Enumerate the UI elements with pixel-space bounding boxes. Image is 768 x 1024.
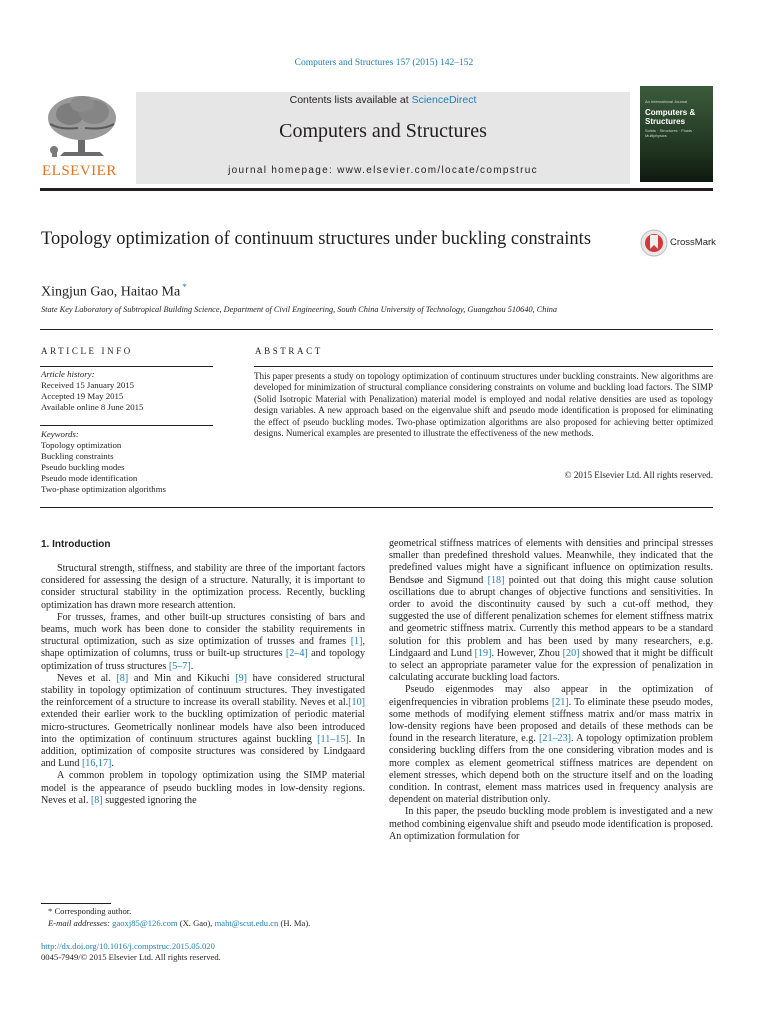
text-run: Pseudo eigenmodes may also appear in the optimization of eigenfrequencies in vibration problems bbox=[389, 684, 713, 708]
reference-link[interactable]: [19] bbox=[474, 647, 492, 659]
text-run: . A topology optimization problem considering buckling differs from the one considering vibration modes and is more complex as element geometrical stiffness matrices are dependent on element stresses, which depend both on the structure itself and on the loading condition. In contrast, element mass matrices used in frequency analysis are dependent on material distribution only. bbox=[389, 733, 714, 806]
email-owner: (X. Gao), bbox=[177, 918, 215, 928]
reference-link[interactable]: [5–7] bbox=[168, 660, 191, 672]
text-run: extended their earlier work to the buckling optimization of periodic material micro-structures. Geometrically nonlinear models have also been introduced into the optimization of continuum structures against buckling bbox=[41, 709, 365, 745]
history-received: Received 15 January 2015 bbox=[41, 380, 135, 390]
paragraph bbox=[41, 612, 365, 673]
abstract-text: This paper presents a study on topology optimization of continuum structures under buckling constraints. New algorithms are developed for minimization of structural compliance considering constraints on volume and buckling load factors. The SIMP (Solid Isotropic Material with Penalization) material model is employed and nodal relative densities are used as topology design variables. A new approach based on the eigenvalue shift and pseudo mode identification is proposed for eliminating the effect of pseudo buckling modes. Two-phase optimization algorithms are also proposed for achieving better optimized designs. Numerical examples are presented to illustrate the effectiveness of the new methods. bbox=[254, 371, 713, 439]
keywords-label: Keywords: bbox=[41, 429, 79, 439]
reference-link[interactable]: [11–15] bbox=[317, 733, 349, 745]
paragraph bbox=[389, 684, 713, 806]
abstract-heading: ABSTRACT bbox=[255, 346, 323, 356]
reference-link[interactable]: [18] bbox=[487, 574, 505, 586]
publisher-wordmark: ELSEVIER bbox=[42, 163, 117, 179]
journal-banner bbox=[136, 92, 630, 184]
reference-link[interactable]: [2–4] bbox=[285, 648, 308, 660]
reference-link[interactable]: [20] bbox=[562, 647, 580, 659]
corresponding-author-note bbox=[48, 906, 131, 917]
history-accepted: Accepted 19 May 2015 bbox=[41, 391, 124, 401]
text-run: showed that it might be difficult to select an appropriate parameter value for the expression of penalization in calculating accurate buckling load factors. bbox=[389, 647, 713, 684]
reference-link[interactable]: [16,17] bbox=[81, 758, 112, 770]
keyword-item: Two-phase optimization algorithms bbox=[41, 484, 166, 494]
article-info-heading: ARTICLE INFO bbox=[41, 346, 133, 356]
paragraph: Structural strength, stiffness, and stability are three of the important factors considered for assessing the design of a structure. Naturally, it is important to consider structural stability in the optimization process. Recently, buckling optimization has drawn more research attention. bbox=[41, 563, 365, 611]
email-link[interactable]: maht@scut.edu.cn bbox=[214, 918, 279, 928]
sciencedirect-link[interactable]: ScienceDirect bbox=[411, 94, 477, 106]
keyword-item: Topology optimization bbox=[41, 440, 122, 450]
doi-link[interactable] bbox=[41, 941, 215, 952]
corresponding-author-marker[interactable]: * bbox=[182, 282, 187, 292]
keywords-rule bbox=[40, 425, 213, 426]
cover-small-text: An International Journal bbox=[645, 99, 688, 104]
email-link[interactable]: gaoxj85@126.com bbox=[112, 918, 178, 928]
footnote-text: Corresponding author. bbox=[54, 906, 132, 916]
footnote-marker: * bbox=[48, 906, 53, 916]
reference-link[interactable]: [9] bbox=[235, 672, 247, 684]
paragraph bbox=[41, 673, 365, 771]
abstract-copyright: © 2015 Elsevier Ltd. All rights reserved. bbox=[564, 470, 713, 480]
text-run: geometrical stiffness matrices of elements with densities and principal stresses smaller than predefined threshold values. Meanwhile, they indicated that the predefined values might have a significant influence on optimization results. Bendsøe and Sigmund bbox=[389, 538, 713, 586]
author-affiliation: State Key Laboratory of Subtropical Building Science, Department of Civil Engineering, South China University of Technology, Guangzhou 510640, China bbox=[41, 305, 558, 314]
crossmark-badge[interactable] bbox=[640, 229, 720, 259]
reference-link[interactable]: [21–23] bbox=[539, 733, 571, 745]
text-run: and Min and Kikuchi bbox=[128, 672, 236, 684]
paper-title: Topology optimization of continuum structures under buckling constraints bbox=[41, 229, 592, 249]
authors-names: Xingjun Gao, Haitao Ma bbox=[41, 284, 181, 300]
keyword-item: Buckling constraints bbox=[41, 451, 114, 461]
reference-link[interactable]: [8] bbox=[90, 794, 103, 806]
footnote-rule bbox=[41, 903, 111, 904]
history-online: Available online 8 June 2015 bbox=[41, 402, 144, 412]
reference-link[interactable]: [8] bbox=[116, 672, 129, 684]
abstract-rule bbox=[254, 366, 713, 367]
article-history bbox=[41, 369, 213, 413]
article-info-rule bbox=[40, 366, 213, 367]
reference-link[interactable]: [21] bbox=[551, 696, 569, 708]
history-label: Article history: bbox=[41, 369, 95, 379]
author-list bbox=[41, 282, 187, 301]
cover-subtitle: Solids · Structures · Fluids · Multiphysics bbox=[645, 128, 695, 138]
reference-link[interactable]: [1] bbox=[350, 636, 363, 648]
text-run: have considered structural stability in topology optimization of continuum structures. They investigated the reinforcement of a structure to increase its overall stability. Neves et al. bbox=[41, 672, 365, 709]
keyword-item: Pseudo mode identification bbox=[41, 473, 138, 483]
contents-prefix: Contents lists available at bbox=[289, 94, 412, 106]
text-run: suggested ignoring the bbox=[102, 794, 197, 806]
contents-line bbox=[136, 94, 630, 106]
text-run: . bbox=[111, 758, 114, 770]
journal-homepage[interactable]: journal homepage: www.elsevier.com/locate/compstruc bbox=[228, 165, 538, 176]
text-run: , shape optimization of columns, truss or built-up structures bbox=[41, 636, 365, 660]
header-divider bbox=[40, 188, 713, 191]
text-run: A common problem in topology optimization using the SIMP material model is the appearance of pseudo buckling modes in low-density regions. Neves et al. bbox=[41, 770, 365, 806]
keyword-item: Pseudo buckling modes bbox=[41, 462, 125, 472]
journal-citation-link[interactable]: Computers and Structures 157 (2015) 142–152 bbox=[294, 58, 474, 68]
text-run: pointed out that doing this might cause solution oscillations due to abrupt changes of objective functions and sensitivities. In order to avoid the discontinuity caused by such a cut-off method, they suggested the use of different penalization schemes for element stiffness matrix and geometric stiffness matrix. Currently this method appears to be a standard solution for this problem and has been used by many researchers, e.g. Lindgaard and Lund bbox=[389, 574, 713, 659]
text-run: Neves et al. bbox=[57, 672, 117, 684]
crossmark-icon bbox=[640, 229, 668, 257]
text-run: and topology optimization of truss structures bbox=[41, 648, 365, 672]
journal-title: Computers and Structures bbox=[279, 120, 487, 142]
cover-title: Computers & Structures bbox=[645, 108, 696, 126]
reference-link[interactable]: [10] bbox=[348, 697, 365, 709]
email-addresses bbox=[48, 918, 310, 929]
title-divider bbox=[40, 329, 713, 330]
body-column-right bbox=[389, 538, 713, 843]
abstract-divider bbox=[40, 507, 713, 508]
doi-url[interactable]: http://dx.doi.org/10.1016/j.compstruc.2015.05.020 bbox=[41, 941, 215, 951]
text-run: . However, Zhou bbox=[491, 647, 563, 659]
keywords-block bbox=[41, 429, 213, 495]
journal-cover-image bbox=[640, 86, 713, 182]
email-label: E-mail addresses: bbox=[48, 918, 110, 928]
section-heading-introduction: 1. Introduction bbox=[41, 539, 111, 550]
crossmark-label: CrossMark bbox=[670, 237, 716, 248]
body-column-left bbox=[41, 563, 365, 807]
paragraph bbox=[389, 538, 713, 684]
text-run: . In addition, optimization of composite structures was considered by Lindgaard and Lund bbox=[41, 733, 365, 770]
email-owner: (H. Ma). bbox=[278, 918, 311, 928]
text-run: . bbox=[190, 660, 194, 672]
text-run: For trusses, frames, and other built-up structures consisting of bars and beams, much work has been done to consider the stability requirements in structural optimization, such as size optimization of trusses and frames bbox=[41, 611, 365, 648]
paragraph bbox=[41, 770, 365, 807]
paragraph: In this paper, the pseudo buckling mode problem is investigated and a new method combining eigenvalue shift and pseudo mode identification is proposed. An optimization formulation for bbox=[389, 806, 713, 842]
issn-line: 0045-7949/© 2015 Elsevier Ltd. All rights reserved. bbox=[41, 952, 221, 962]
text-run: . To eliminate these pseudo modes, some methods of modifying element stiffness matrix and/or mass matrix in low-density regions have been proposed and details of these methods can be found in the research literature, e.g. bbox=[389, 696, 714, 745]
